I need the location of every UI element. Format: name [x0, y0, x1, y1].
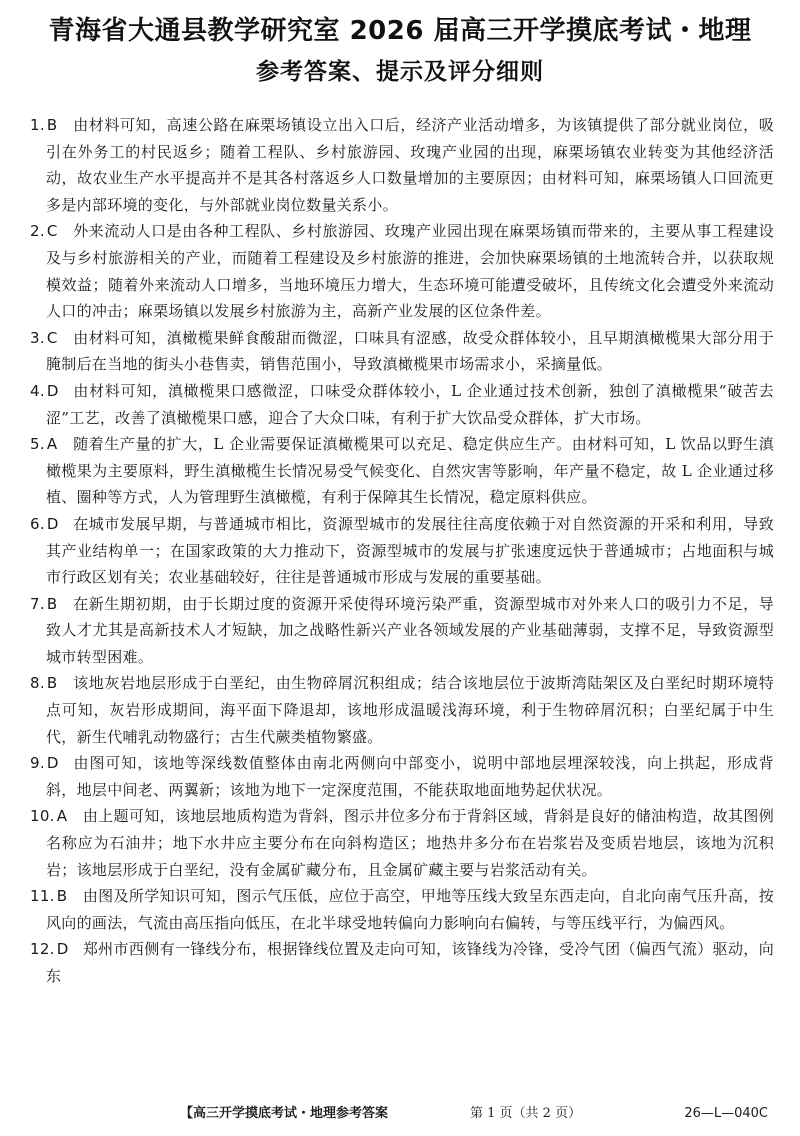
answer-item	[30, 325, 774, 378]
answer-choice: D	[46, 754, 59, 773]
answer-item	[30, 670, 774, 750]
question-number: 3.	[30, 328, 45, 347]
answer-item	[30, 112, 774, 218]
answer-choice: A	[46, 435, 58, 454]
answer-choice: C	[46, 328, 58, 347]
answer-body	[30, 883, 774, 936]
explanation-text: 郑州市西侧有一锋线分布，根据锋线位置及走向可知，该锋线为冷锋，受冷气团（偏西气流）驱动，向东	[46, 940, 774, 985]
answer-choice: A	[56, 807, 68, 826]
answer-body	[30, 218, 774, 324]
question-number: 6.	[30, 514, 45, 533]
explanation-text: 在新生期初期，由于长期过度的资源开采使得环境污染严重，资源型城市对外来人口的吸引力不足，导致人才尤其是高新技术人才短缺，加之战略性新兴产业各领域发展的产业基础薄弱，支撑不足，导致资源型城市转型困难。	[46, 594, 774, 666]
answer-body	[30, 325, 774, 378]
question-number: 5.	[30, 435, 45, 454]
page-title: 青海省大通县教学研究室 2026 届高三开学摸底考试・地理	[48, 16, 752, 46]
answer-list	[30, 112, 774, 990]
answer-item	[30, 883, 774, 936]
answer-choice: C	[46, 222, 58, 241]
question-number: 10.	[30, 807, 55, 826]
answer-item	[30, 750, 774, 803]
explanation-text: 在城市发展早期，与普通城市相比，资源型城市的发展往往高度依赖于对自然资源的开采和利用，导致其产业结构单一；在国家政策的大力推动下，资源型城市的发展与扩张速度远快于普通城市；占地面积与城市行政区划有关；农业基础较好，往往是普通城市形成与发展的重要基础。	[46, 514, 774, 587]
answer-body	[30, 670, 774, 750]
answer-body	[30, 112, 774, 218]
explanation-text: 由图可知，该地等深线数值整体由南北两侧向中部变小，说明中部地层埋深较浅，向上拱起，形成背斜，地层中间老、两翼新；该地为地下一定深度范围，不能获取地面地势起伏状况。	[46, 754, 774, 799]
explanation-text: 由材料可知，滇橄榄果鲜食酸甜而微涩，口味具有涩感，故受众群体较小，且早期滇橄榄果大部分用于腌制后在当地的街头小巷售卖，销售范围小，导致滇橄榄果市场需求小，采摘量低。	[46, 328, 774, 374]
explanation-text: 随着生产量的扩大，L 企业需要保证滇橄榄果可以充足、稳定供应生产。由材料可知，L 饮品以野生滇橄榄果为主要原料，野生滇橄榄生长情况易受气候变化、自然灾害等影响，年产量不稳定，故 L 企业通过移植、圈种等方式，人为管理野生滇橄榄，有利于保障其生长情况，稳定原料供应。	[46, 435, 774, 507]
explanation-text: 由材料可知，高速公路在麻栗场镇设立出入口后，经济产业活动增多，为该镇提供了部分就业岗位，吸引在外务工的村民返乡；随着工程队、乡村旅游园、玫瑰产业园的出现，麻栗场镇农业转变为其他经济活动，故农业生产水平提高并不是其各村落返乡人口数量增加的主要原因；由材料可知，麻栗场镇人口回流更多是内部环境的变化，与外部就业岗位数量关系小。	[46, 116, 774, 214]
question-number: 1.	[30, 116, 45, 134]
answer-item	[30, 591, 774, 671]
question-number: 9.	[30, 754, 45, 773]
answer-item	[30, 936, 774, 989]
answer-choice: B	[46, 594, 58, 613]
answer-choice: D	[46, 514, 59, 533]
answer-choice: D	[56, 940, 69, 959]
answer-item	[30, 378, 774, 431]
explanation-text: 外来流动人口是由各种工程队、乡村旅游园、玫瑰产业园出现在麻栗场镇而带来的，主要从事工程建设及与乡村旅游相关的产业，而随着工程建设及乡村旅游的推进，会加快麻栗场镇的土地流转合并，以获取规模效益；随着外来流动人口增多，当地环境压力增大，生态环境可能遭受破坏，且传统文化会遭受外来流动人口的冲击；麻栗场镇以发展乡村旅游为主，高新产业发展的区位条件差。	[46, 222, 774, 321]
footer-document-code: 26—L—040C	[684, 1106, 768, 1121]
answer-choice: B	[46, 674, 58, 693]
answer-item	[30, 803, 774, 883]
explanation-text: 该地灰岩地层形成于白垩纪，由生物碎屑沉积组成；结合该地层位于波斯湾陆架区及白垩纪时期环境特点可知，灰岩形成期间，海平面下降退却，该地形成温暖浅海环境，利于生物碎屑沉积；白垩纪属于中生代，新生代哺乳动物盛行；古生代蕨类植物繁盛。	[46, 674, 774, 746]
question-number: 2.	[30, 222, 45, 241]
question-number: 7.	[30, 594, 45, 613]
answer-body	[30, 378, 774, 431]
answer-body	[30, 750, 774, 803]
page-footer	[0, 1102, 800, 1126]
footer-exam-label: 【高三开学摸底考试・地理参考答案	[180, 1106, 389, 1121]
explanation-text: 由材料可知，滇橄榄果口感微涩，口味受众群体较小，L 企业通过技术创新，独创了滇橄榄果“破苦去涩”工艺，改善了滇橄榄果口感，迎合了大众口味，有利于扩大饮品受众群体，扩大市场。	[46, 381, 774, 427]
answer-body	[30, 936, 774, 989]
question-number: 11.	[30, 887, 55, 906]
answer-choice: B	[46, 116, 58, 134]
answer-item	[30, 431, 774, 511]
answer-body	[30, 591, 774, 671]
question-number: 4.	[30, 381, 45, 400]
explanation-text: 由上题可知，该地层地质构造为背斜，图示井位多分布于背斜区域，背斜是良好的储油构造，故其图例名称应为石油井；地下水井应主要分布在向斜构造区；地热井多分布在岩浆岩及变质岩地层，该地为沉积岩；该地层形成于白垩纪，没有金属矿藏分布，且金属矿藏主要与岩浆活动有关。	[46, 807, 774, 879]
question-number: 12.	[30, 940, 55, 959]
answer-choice: D	[46, 381, 59, 400]
answer-item	[30, 511, 774, 591]
question-number: 8.	[30, 674, 45, 693]
footer-page-number: 第 1 页（共 2 页）	[470, 1106, 582, 1121]
answer-choice: B	[56, 887, 68, 906]
answer-body	[30, 511, 774, 591]
answer-item	[30, 218, 774, 324]
answer-body	[30, 803, 774, 883]
explanation-text: 由图及所学知识可知，图示气压低，应位于高空，甲地等压线大致呈东西走向，自北向南气压升高，按风向的画法，气流由高压指向低压，在北半球受地转偏向力影响向右偏转，与等压线平行，为偏西风。	[46, 887, 774, 932]
answer-body	[30, 431, 774, 511]
page-subtitle: 参考答案、提示及评分细则	[256, 59, 544, 85]
